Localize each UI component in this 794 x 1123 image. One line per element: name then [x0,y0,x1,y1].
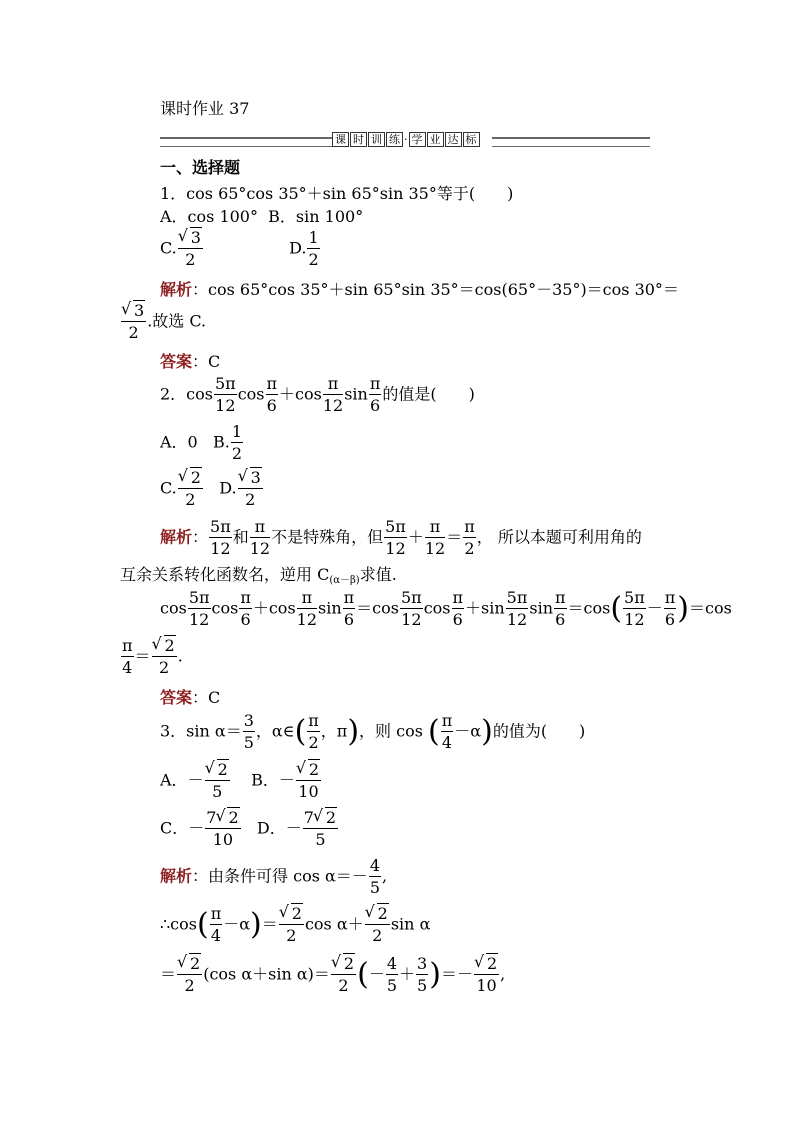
q2-analysis-eq2: $\frac{\pi}{4}$ ＝ √ $\frac{2}{2}$ . [120,638,183,676]
q2-answer: 答案：C [160,688,221,707]
page-title: 课时作业 37 [160,99,250,118]
section-title: 一、选择题 [160,158,241,177]
q2-options-ab: A．0 B. $\frac{1}{2}$ [160,422,243,463]
q1-analysis: 解析：cos 65°cos 35°＋sin 65°sin 35°＝cos(65°－35°)＝cos 30°＝ [160,280,679,299]
q1-stem: 1．cos 65°cos 35°＋sin 65°sin 35°等于( ) [160,184,514,203]
q2-analysis-eq: cos $\frac{5\pi}{12}$ cos $\frac{\pi}{6}$ ＋cos $\frac{\pi}{12}$ sin $\frac{\pi}{6}$ ＝cos $\frac{5\pi}{12}$ cos $\frac{\pi}{6}$ ＋sin $\frac{5\pi}{12}$ sin $\frac{\pi}{6}$ ＝cos( $\frac{5\pi}{12}$ － $\frac{\pi}{6}$ )＝cos [160,588,732,629]
q1-answer: 答案：C [160,352,221,371]
header-divider [160,132,650,146]
q1-options-ab: A．cos 100° B．sin 100° [160,207,364,226]
q1-options-cd: C. √ $\frac{3}{2}$ D. $\frac{1}{2}$ [160,230,321,268]
q3-result: ＝ √ $\frac{2}{2}$ (cos α＋sin α)＝ √ $\frac{2}{2}$ (－ $\frac{4}{5}$ ＋ $\frac{3}{5}$ )＝－ √ $\frac{2}{10}$ , [160,956,505,994]
q2-analysis-line2: 互余关系转化函数名，逆用 $C_{(\alpha-\beta)}$求值. [120,565,397,586]
q3-stem: 3．sin α＝ $\frac{3}{5}$ ，α∈( $\frac{\pi}{2}$ ，π)，则 cos ( $\frac{\pi}{4}$ －α)的值为( ) [160,711,586,752]
q3-options-ab: A．－ √ $\frac{2}{5}$ B．－ √ $\frac{2}{10}$ [160,762,322,800]
q2-options-cd: C. √ $\frac{2}{2}$ D. √ $\frac{3}{2}$ [160,470,264,508]
q1-analysis-cont: √ $\frac{3}{2}$ .故选 C. [120,303,206,341]
q3-analysis: 解析：由条件可得 cos α＝－ $\frac{4}{5}$ , [160,856,388,897]
q3-therefore: ∴cos( $\frac{\pi}{4}$ －α)＝ √ $\frac{2}{2}$ cos α＋ √ $\frac{2}{2}$ sin α [160,906,430,944]
header-badge: 课 时 训 练 · 学 业 达 标 [332,131,492,147]
q2-stem: 2．cos $\frac{5\pi}{12}$ cos $\frac{\pi}{6}$ ＋cos $\frac{\pi}{12}$ sin $\frac{\pi}{6}$ 的值是( ) [160,374,475,415]
q3-options-cd: C．－ $\frac{7√ 2}{10}$ D．－ $\frac{7√ 2}{5}$ [160,810,339,848]
q2-analysis: 解析： $\frac{5\pi}{12}$ 和 $\frac{\pi}{12}$ 不是特殊角，但 $\frac{5\pi}{12}$ ＋ $\frac{\pi}{12}$ ＝ $\frac{\pi}{2}$ ， 所以本题可利用角的 [160,517,642,558]
